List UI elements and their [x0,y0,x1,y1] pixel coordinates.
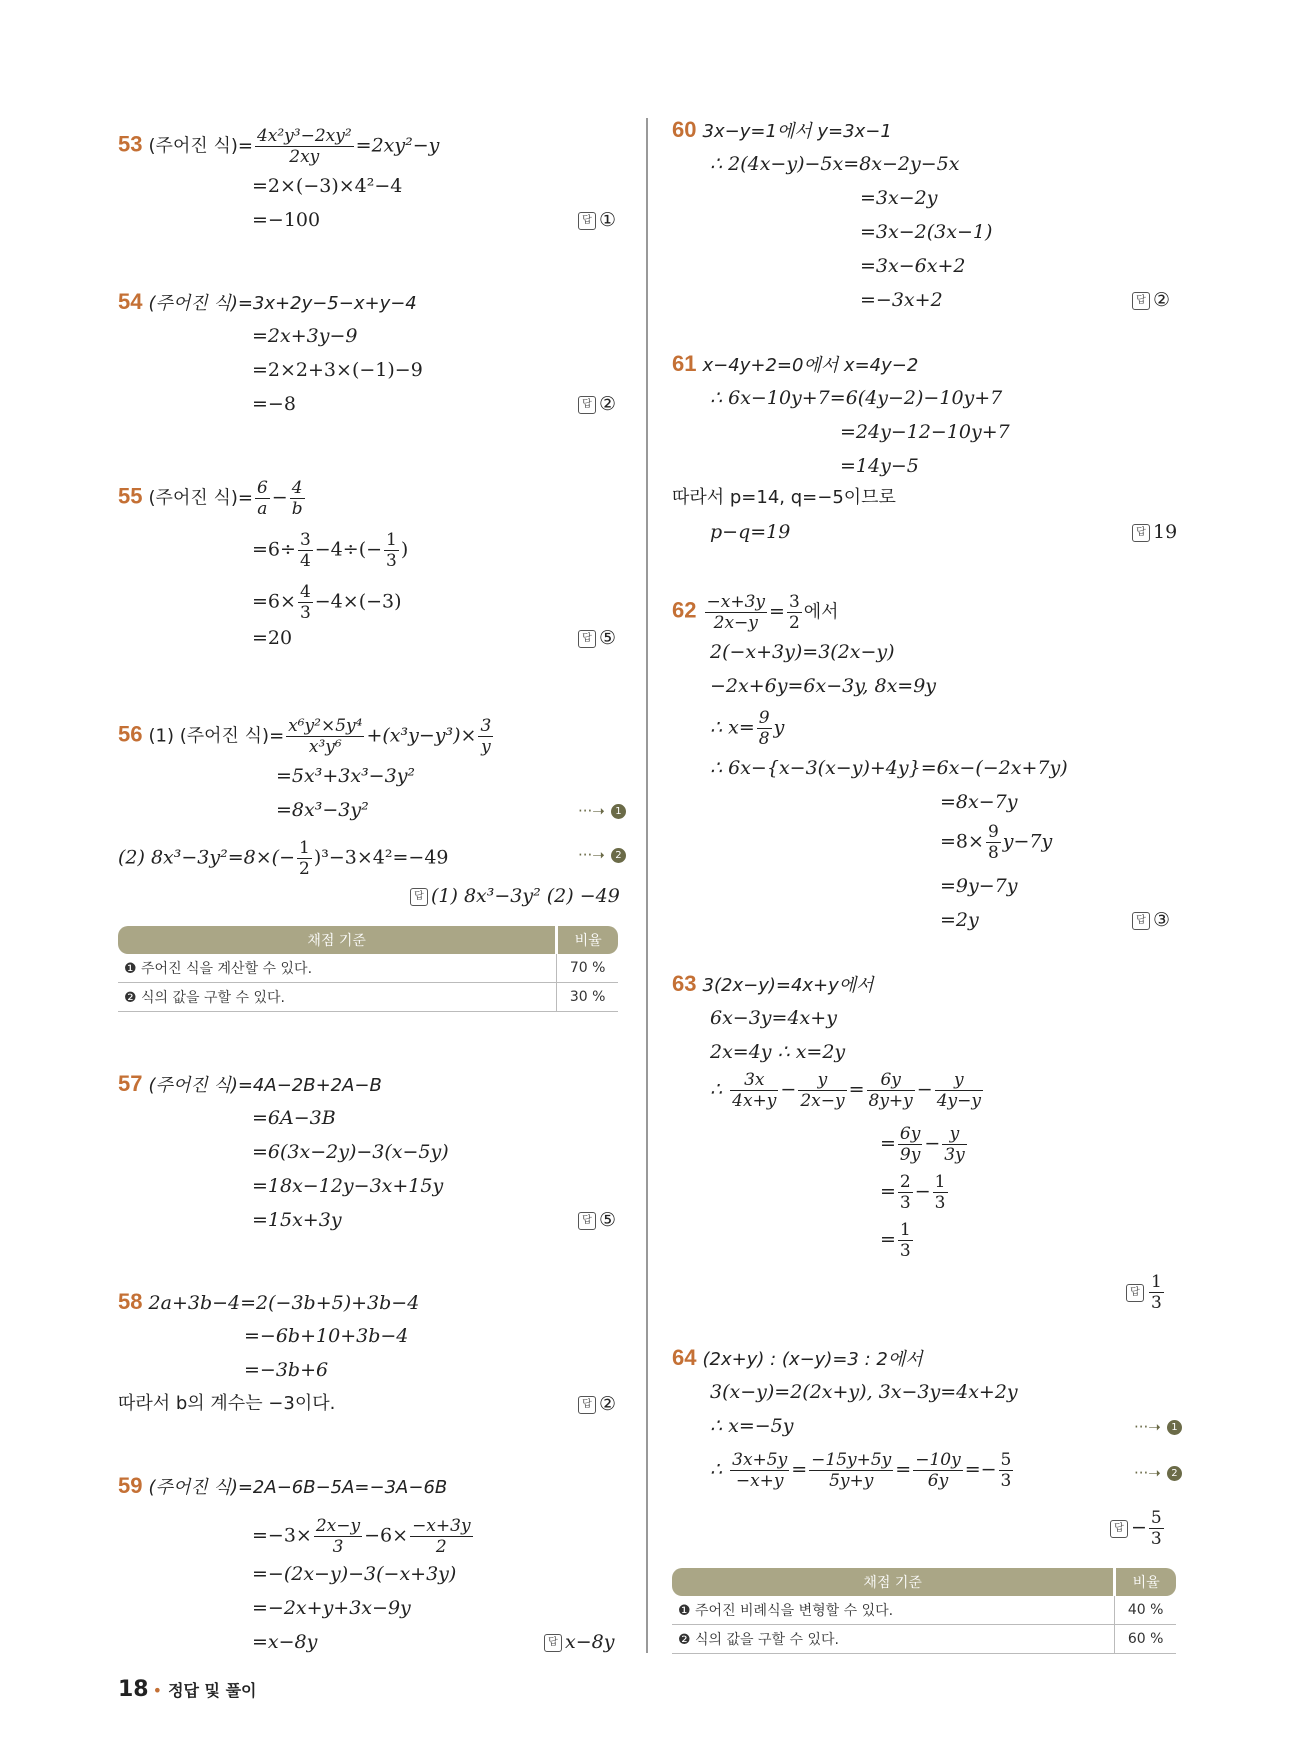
problem-63-line-2: 6x−3y=4x+y [710,1007,837,1029]
problem-61-answer: 답 19 [1132,520,1177,544]
problem-63-line-7: = $\frac{1}{3}$ [880,1220,911,1261]
problem-56-step-1: ···➝ 1 [578,798,626,823]
problem-64-step-2: ···➝ 2 [1134,1460,1182,1485]
problem-64-line-2: 3(x−y)=2(2x+y), 3x−3y=4x+2y [710,1381,1018,1403]
problem-54-line-1: 54 (주어진 식)=3x+2y−5−x+y−4 [118,289,417,314]
answer-icon: 답 [578,212,596,230]
answer-icon: 답 [544,1634,562,1652]
problem-56-step-2: ···➝ 2 [578,842,626,867]
problem-59-line-4: =−2x+y+3x−9y [252,1597,411,1619]
problem-60-line-3: =3x−2y [860,187,938,209]
step-1-marker: 1 [611,804,626,819]
problem-56-answer: 답 (1) 8x³−3y² (2) −49 [410,884,620,908]
problem-55-line-3: =6× $\frac{4}{3}$ −4×(−3) [252,582,402,623]
problem-60-line-1: 60 3x−y=1에서 y=3x−1 [672,117,892,142]
problem-54-line-3: =2×2+3×(−1)−9 [252,359,423,381]
problem-54-line-2: =2x+3y−9 [252,325,358,347]
problem-63-line-3: 2x=4y ∴ x=2y [710,1041,846,1063]
problem-62-line-8: =9y−7y [940,875,1018,897]
answer-icon: 답 [578,630,596,648]
problem-56-line-3: =8x³−3y² [276,799,369,821]
problem-60-line-6: =−3x+2 [860,289,943,311]
answer-icon: 답 [578,396,596,414]
problem-62-line-1: 62 $\frac{-x+3y}{2x-y}$ = $\frac{3}{2}$ 에서 [672,592,839,633]
problem-62-line-2: 2(−x+3y)=3(2x−y) [710,641,895,663]
problem-53-answer: 답 ① [578,208,616,232]
problem-61-line-5: 따라서 p=14, q=−5이므로 [672,487,896,508]
problem-58-line-1: 58 2a+3b−4=2(−3b+5)+3b−4 [118,1289,420,1314]
problem-59-line-3: =−(2x−y)−3(−x+3y) [252,1563,457,1585]
answer-icon: 답 [1132,524,1150,542]
problem-64-step-1: ···➝ 1 [1134,1414,1182,1439]
problem-60-line-5: =3x−6x+2 [860,255,966,277]
problem-60-answer: 답 ② [1132,288,1170,312]
problem-57-line-4: =18x−12y−3x+15y [252,1175,444,1197]
problem-56-line-2: =5x³+3x³−3y² [276,765,416,787]
answer-icon: 답 [1126,1284,1144,1302]
problem-54-answer: 답 ② [578,392,616,416]
problem-61-line-3: =24y−12−10y+7 [840,421,1010,443]
problem-60-line-4: =3x−2(3x−1) [860,221,993,243]
step-2-marker: 2 [611,848,626,863]
problem-63-line-5: = $\frac{6y}{9y}$ − $\frac{y}{3y}$ [880,1124,965,1165]
problem-57-line-5: =15x+3y [252,1209,342,1231]
step-1-marker: 1 [1167,1420,1182,1435]
problem-64-line-4: ∴ $\frac{3x+5y}{-x+y}$ = $\frac{-15y+5y}{5y+y}$ = $\frac{-10y}{6y}$ =− $\frac{5}{3}$ [710,1450,1012,1491]
problem-53-line-2: =2×(−3)×4²−4 [252,175,403,197]
problem-64-line-1: 64 (2x+y) : (x−y)=3 : 2에서 [672,1345,923,1370]
problem-54-line-4: =−8 [252,393,296,415]
problem-58-answer: 답 ② [578,1392,616,1416]
problem-60-line-2: ∴ 2(4x−y)−5x=8x−2y−5x [710,153,960,175]
problem-56-line-4: (2) 8x³−3y²=8×(− $\frac{1}{2}$ )³−3×4²=−49 [118,838,449,879]
problem-61-line-2: ∴ 6x−10y+7=6(4y−2)−10y+7 [710,387,1003,409]
problem-63-answer: 답 $\frac{1}{3}$ [1126,1272,1166,1313]
problem-56-line-1: 56 (1) (주어진 식)= $\frac{\text{x⁶y²×5y⁴}}{\text{x³y⁶}}$ +(x³y−y³)× $\frac{3}{y}$ [118,716,492,757]
problem-61-line-4: =14y−5 [840,455,919,477]
answer-icon: 답 [578,1396,596,1414]
problem-53-line-3: =−100 [252,209,321,231]
column-divider [646,118,648,1653]
problem-64-line-3: ∴ x=−5y [710,1415,794,1437]
page-footer: 18 • 정답 및 풀이 [118,1677,257,1702]
problem-53-line-1: 53 (주어진 식)= $\frac{\text{4x²y³−2xy²}}{2xy}$ =2xy²−y [118,126,440,167]
problem-55-line-2: =6÷ $\frac{3}{4}$ −4÷(− $\frac{1}{3}$ ) [252,530,409,571]
scoring-table-64: 채점 기준 비율 ❶ 주어진 비례식을 변형할 수 있다. 40 % ❷ 식의 값을 구할 수 있다. 60 % [672,1568,1176,1654]
fraction: $\frac{\text{4x²y³−2xy²}}{2xy}$ [256,126,352,167]
problem-63-line-1: 63 3(2x−y)=4x+y에서 [672,971,874,996]
problem-62-line-3: −2x+6y=6x−3y, 8x=9y [710,675,937,697]
problem-57-line-1: 57 (주어진 식)=4A−2B+2A−B [118,1071,382,1096]
answer-icon: 답 [1132,292,1150,310]
problem-62-line-7: =8× $\frac{9}{8}$ y−7y [940,822,1053,863]
problem-58-line-2: =−6b+10+3b−4 [244,1325,409,1347]
problem-63-line-4: ∴ $\frac{3x}{4x+y}$ − $\frac{y}{2x-y}$ = $\frac{6y}{8y+y}$ − $\frac{y}{4y-y}$ [710,1070,981,1111]
problem-62-line-5: ∴ 6x−{x−3(x−y)+4y}=6x−(−2x+7y) [710,757,1068,779]
problem-55-line-1: 55 (주어진 식)= $\frac{6}{a}$ − $\frac{4}{b}$ [118,478,303,519]
problem-59-line-1: 59 (주어진 식)=2A−6B−5A=−3A−6B [118,1473,448,1498]
problem-58-line-4: 따라서 b의 계수는 −3이다. [118,1393,336,1414]
scoring-table-56: 채점 기준 비율 ❶ 주어진 식을 계산할 수 있다. 70 % ❷ 식의 값을 구할 수 있다. 30 % [118,926,618,1012]
problem-62-line-9: =2y [940,909,979,931]
problem-55-answer: 답 ⑤ [578,626,616,650]
problem-64-answer: 답 − $\frac{5}{3}$ [1110,1508,1166,1549]
problem-62-answer: 답 ③ [1132,908,1170,932]
problem-62-line-6: =8x−7y [940,791,1018,813]
problem-61-line-6: p−q=19 [710,521,791,543]
problem-58-line-3: =−3b+6 [244,1359,329,1381]
problem-63-line-6: = $\frac{2}{3}$ − $\frac{1}{3}$ [880,1172,946,1213]
page-number: 18 [118,1677,149,1702]
problem-59-line-2: =−3× $\frac{2x-y}{3}$ −6× $\frac{-x+3y}{2}$ [252,1516,471,1557]
problem-57-line-3: =6(3x−2y)−3(x−5y) [252,1141,449,1163]
footer-title: 정답 및 풀이 [168,1681,257,1700]
problem-61-line-1: 61 x−4y+2=0에서 x=4y−2 [672,351,919,376]
answer-icon: 답 [578,1212,596,1230]
problem-62-line-4: ∴ x= $\frac{9}{8}$ y [710,708,785,749]
problem-57-line-2: =6A−3B [252,1107,336,1129]
answer-icon: 답 [1132,912,1150,930]
problem-55-line-4: =20 [252,627,293,649]
answer-icon: 답 [1110,1520,1128,1538]
problem-59-line-5: =x−8y [252,1631,318,1653]
step-2-marker: 2 [1167,1466,1182,1481]
problem-59-answer: 답 x−8y [544,1630,614,1654]
problem-57-answer: 답 ⑤ [578,1208,616,1232]
answer-icon: 답 [410,888,428,906]
